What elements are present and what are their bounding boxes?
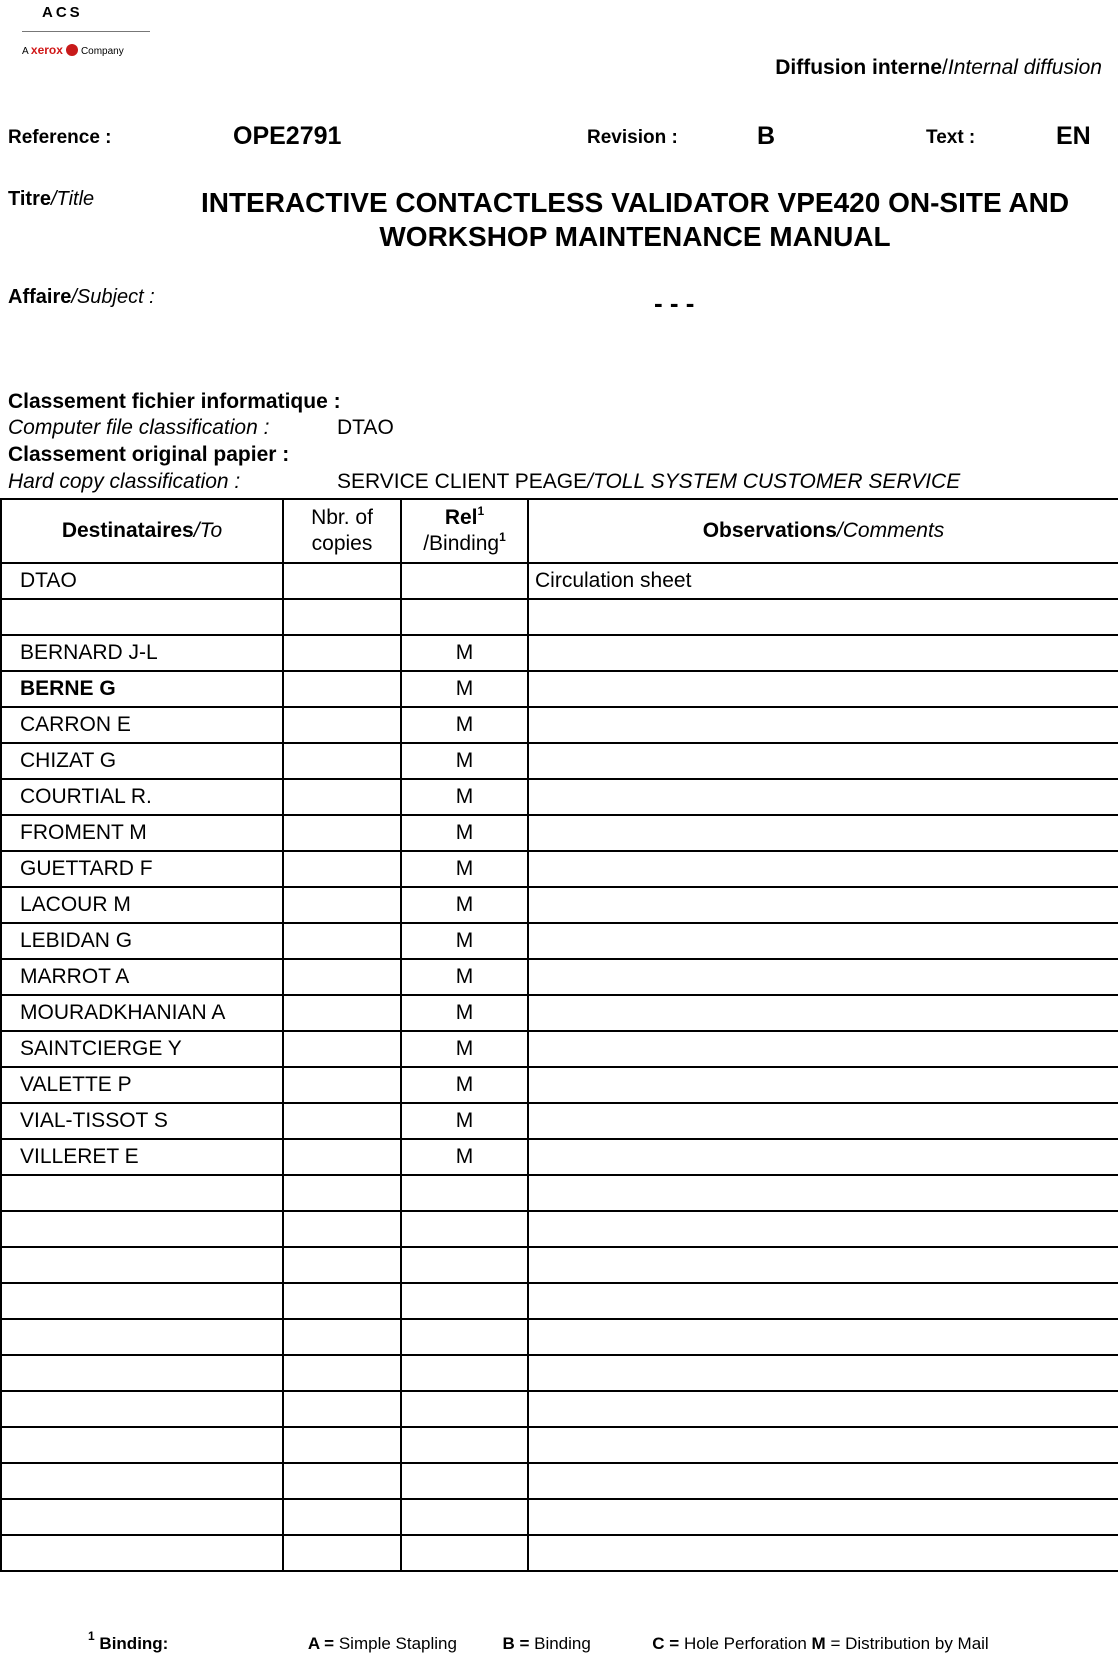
table-row <box>1 743 1118 779</box>
comments-cell <box>528 1031 1118 1067</box>
paper-classification-label-en: Hard copy classification : <box>8 470 241 493</box>
binding-cell: M <box>401 923 528 959</box>
comments-cell <box>528 1283 1118 1319</box>
diffusion-fr: Diffusion interne <box>775 56 943 79</box>
comments-cell <box>528 1535 1118 1571</box>
table-row <box>1 1283 1118 1319</box>
subject-label-fr: Affaire <box>8 286 72 308</box>
comments-cell <box>528 923 1118 959</box>
recipient-cell: FROMENT M <box>1 815 283 851</box>
table-row <box>1 887 1118 923</box>
paper-classification-value <box>337 470 960 494</box>
recipient-cell: DTAO <box>1 563 283 599</box>
binding-footnote <box>88 1629 989 1654</box>
file-classification-value: DTAO <box>337 416 394 439</box>
comments-cell <box>528 779 1118 815</box>
binding-cell: M <box>401 671 528 707</box>
copies-cell <box>283 563 401 599</box>
comments-cell <box>528 707 1118 743</box>
comments-cell <box>528 1175 1118 1211</box>
header-copies <box>283 499 401 563</box>
copies-cell <box>283 1211 401 1247</box>
binding-cell: M <box>401 635 528 671</box>
comments-cell <box>528 959 1118 995</box>
header-comments-fr: Observations <box>702 519 837 542</box>
table-row <box>1 1067 1118 1103</box>
logo-brand: xerox <box>30 43 63 57</box>
binding-cell: M <box>401 959 528 995</box>
footnote-m-value: = Distribution by Mail <box>830 1634 989 1653</box>
copies-cell <box>283 779 401 815</box>
binding-cell: M <box>401 995 528 1031</box>
diffusion-sep: / <box>942 56 948 79</box>
copies-cell <box>283 995 401 1031</box>
comments-cell <box>528 599 1118 635</box>
diffusion-label <box>775 56 1102 80</box>
comments-cell <box>528 671 1118 707</box>
recipient-cell: CHIZAT G <box>1 743 283 779</box>
footnote-b-key: B = <box>502 1634 530 1653</box>
table-row <box>1 635 1118 671</box>
binding-cell: M <box>401 1067 528 1103</box>
revision-label: Revision : <box>587 127 678 148</box>
title-label-fr: Titre <box>8 188 51 210</box>
comments-cell <box>528 1391 1118 1427</box>
comments-cell <box>528 1067 1118 1103</box>
comments-cell <box>528 1499 1118 1535</box>
copies-cell <box>283 1427 401 1463</box>
recipient-cell <box>1 1499 283 1535</box>
recipient-cell <box>1 1391 283 1427</box>
binding-cell <box>401 563 528 599</box>
comments-cell <box>528 887 1118 923</box>
copies-cell <box>283 743 401 779</box>
table-row <box>1 1463 1118 1499</box>
recipient-cell: GUETTARD F <box>1 851 283 887</box>
recipient-cell <box>1 1355 283 1391</box>
comments-cell: Circulation sheet <box>528 563 1118 599</box>
table-row <box>1 671 1118 707</box>
header-recipients <box>1 499 283 563</box>
binding-cell: M <box>401 887 528 923</box>
copies-cell <box>283 635 401 671</box>
comments-cell <box>528 1355 1118 1391</box>
table-row <box>1 1427 1118 1463</box>
table-row <box>1 1319 1118 1355</box>
table-row <box>1 707 1118 743</box>
table-row <box>1 1499 1118 1535</box>
table-row <box>1 995 1118 1031</box>
logo-prefix: A <box>22 46 29 57</box>
binding-cell <box>401 1319 528 1355</box>
binding-cell: M <box>401 1103 528 1139</box>
binding-cell: M <box>401 815 528 851</box>
text-value: EN <box>1056 122 1091 150</box>
title-label <box>8 188 94 211</box>
binding-cell <box>401 1355 528 1391</box>
revision-value: B <box>757 122 776 150</box>
file-classification-label-en: Computer file classification : <box>8 416 270 439</box>
binding-cell <box>401 599 528 635</box>
file-classification-label-fr: Classement fichier informatique : <box>8 390 341 413</box>
comments-cell <box>528 851 1118 887</box>
comments-cell <box>528 743 1118 779</box>
comments-cell <box>528 815 1118 851</box>
copies-cell <box>283 1355 401 1391</box>
header-binding-sup: 1 <box>477 504 485 518</box>
header-comments <box>528 499 1118 563</box>
table-body <box>1 563 1118 1571</box>
table-row <box>1 1175 1118 1211</box>
footnote-a-value: Simple Stapling <box>338 1634 457 1653</box>
recipient-cell <box>1 1463 283 1499</box>
header-binding-sup2: 1 <box>499 530 506 544</box>
copies-cell <box>283 815 401 851</box>
paper-classification-value-en: /TOLL SYSTEM CUSTOMER SERVICE <box>587 470 961 493</box>
comments-cell <box>528 995 1118 1031</box>
table-row <box>1 959 1118 995</box>
text-label: Text : <box>926 127 976 148</box>
recipient-cell <box>1 1175 283 1211</box>
reference-value: OPE2791 <box>233 122 342 150</box>
comments-cell <box>528 1463 1118 1499</box>
binding-cell <box>401 1175 528 1211</box>
document-title: INTERACTIVE CONTACTLESS VALIDATOR VPE420 ON-SITE AND WORKSHOP MAINTENANCE MANUAL <box>200 187 1070 252</box>
table-row <box>1 1535 1118 1571</box>
distribution-table <box>0 498 1118 1572</box>
comments-cell <box>528 1319 1118 1355</box>
table-row <box>1 599 1118 635</box>
recipient-cell: LACOUR M <box>1 887 283 923</box>
table-header-row <box>1 499 1118 563</box>
footnote-b-value: Binding <box>534 1634 591 1653</box>
copies-cell <box>283 1391 401 1427</box>
header-binding <box>401 499 528 563</box>
recipient-cell: CARRON E <box>1 707 283 743</box>
footnote-sup: 1 <box>88 1629 95 1643</box>
recipient-cell <box>1 1283 283 1319</box>
copies-cell <box>283 1247 401 1283</box>
comments-cell <box>528 1427 1118 1463</box>
table-row <box>1 779 1118 815</box>
recipient-cell: MARROT A <box>1 959 283 995</box>
recipient-cell: COURTIAL R. <box>1 779 283 815</box>
header-copies-line2: copies <box>311 532 373 555</box>
copies-cell <box>283 1031 401 1067</box>
subject-value: - - - <box>654 288 695 318</box>
recipient-cell: SAINTCIERGE Y <box>1 1031 283 1067</box>
binding-cell: M <box>401 743 528 779</box>
table-row <box>1 1139 1118 1175</box>
comments-cell <box>528 1103 1118 1139</box>
header-recipients-en: /To <box>193 519 223 542</box>
reference-label: Reference : <box>8 127 112 148</box>
binding-cell: M <box>401 779 528 815</box>
copies-cell <box>283 887 401 923</box>
recipient-cell <box>1 599 283 635</box>
copies-cell <box>283 1067 401 1103</box>
comments-cell <box>528 1247 1118 1283</box>
table-row <box>1 1031 1118 1067</box>
table-row <box>1 1355 1118 1391</box>
copies-cell <box>283 1319 401 1355</box>
copies-cell <box>283 851 401 887</box>
table-row <box>1 1391 1118 1427</box>
table-row <box>1 815 1118 851</box>
comments-cell <box>528 635 1118 671</box>
table-row <box>1 1247 1118 1283</box>
footnote-a-key: A = <box>307 1634 335 1653</box>
recipient-cell: BERNARD J-L <box>1 635 283 671</box>
logo-divider <box>22 31 150 32</box>
recipient-cell <box>1 1211 283 1247</box>
copies-cell <box>283 1499 401 1535</box>
title-label-en: /Title <box>50 188 95 210</box>
footnote-c-key: C = <box>652 1634 680 1653</box>
header-binding-line2: /Binding <box>423 532 500 555</box>
copies-cell <box>283 1103 401 1139</box>
header-recipients-fr: Destinataires <box>61 519 194 542</box>
logo-text: ACS <box>42 4 83 21</box>
table-row <box>1 851 1118 887</box>
recipient-cell <box>1 1319 283 1355</box>
copies-cell <box>283 671 401 707</box>
binding-cell <box>401 1391 528 1427</box>
binding-cell: M <box>401 851 528 887</box>
diffusion-en: Internal diffusion <box>947 56 1102 79</box>
binding-cell: M <box>401 707 528 743</box>
recipient-cell: MOURADKHANIAN A <box>1 995 283 1031</box>
recipient-cell <box>1 1247 283 1283</box>
logo-company: Company <box>80 46 124 57</box>
table-row <box>1 1211 1118 1247</box>
binding-cell <box>401 1535 528 1571</box>
binding-cell <box>401 1499 528 1535</box>
table-row <box>1 923 1118 959</box>
comments-cell <box>528 1211 1118 1247</box>
subject-label <box>8 286 155 309</box>
binding-cell <box>401 1211 528 1247</box>
copies-cell <box>283 707 401 743</box>
binding-cell: M <box>401 1139 528 1175</box>
acs-xerox-logo <box>20 0 152 62</box>
header-binding-line1: Rel <box>444 506 478 529</box>
footnote-c-value: Hole Perforation <box>683 1634 807 1653</box>
paper-classification-label-fr: Classement original papier : <box>8 443 290 466</box>
header-comments-en: /Comments <box>836 519 945 542</box>
logo-subline <box>22 43 124 57</box>
recipient-cell: VALETTE P <box>1 1067 283 1103</box>
subject-label-en: /Subject : <box>71 286 155 308</box>
copies-cell <box>283 599 401 635</box>
comments-cell <box>528 1139 1118 1175</box>
copies-cell <box>283 1535 401 1571</box>
binding-cell: M <box>401 1031 528 1067</box>
footnote-label: Binding: <box>99 1634 169 1653</box>
copies-cell <box>283 1139 401 1175</box>
copies-cell <box>283 1283 401 1319</box>
copies-cell <box>283 1463 401 1499</box>
binding-cell <box>401 1247 528 1283</box>
table-row <box>1 563 1118 599</box>
binding-cell <box>401 1427 528 1463</box>
copies-cell <box>283 923 401 959</box>
recipient-cell: LEBIDAN G <box>1 923 283 959</box>
recipient-cell <box>1 1427 283 1463</box>
table-row <box>1 1103 1118 1139</box>
footnote-m-key: M <box>811 1634 826 1653</box>
copies-cell <box>283 1175 401 1211</box>
paper-classification-value-fr: SERVICE CLIENT PEAGE <box>337 470 588 493</box>
recipient-cell: VIAL-TISSOT S <box>1 1103 283 1139</box>
binding-cell <box>401 1463 528 1499</box>
header-copies-line1: Nbr. of <box>311 506 373 529</box>
xerox-ball-icon <box>66 44 78 56</box>
recipient-cell: BERNE G <box>1 671 283 707</box>
copies-cell <box>283 959 401 995</box>
recipient-cell <box>1 1535 283 1571</box>
binding-cell <box>401 1283 528 1319</box>
recipient-cell: VILLERET E <box>1 1139 283 1175</box>
